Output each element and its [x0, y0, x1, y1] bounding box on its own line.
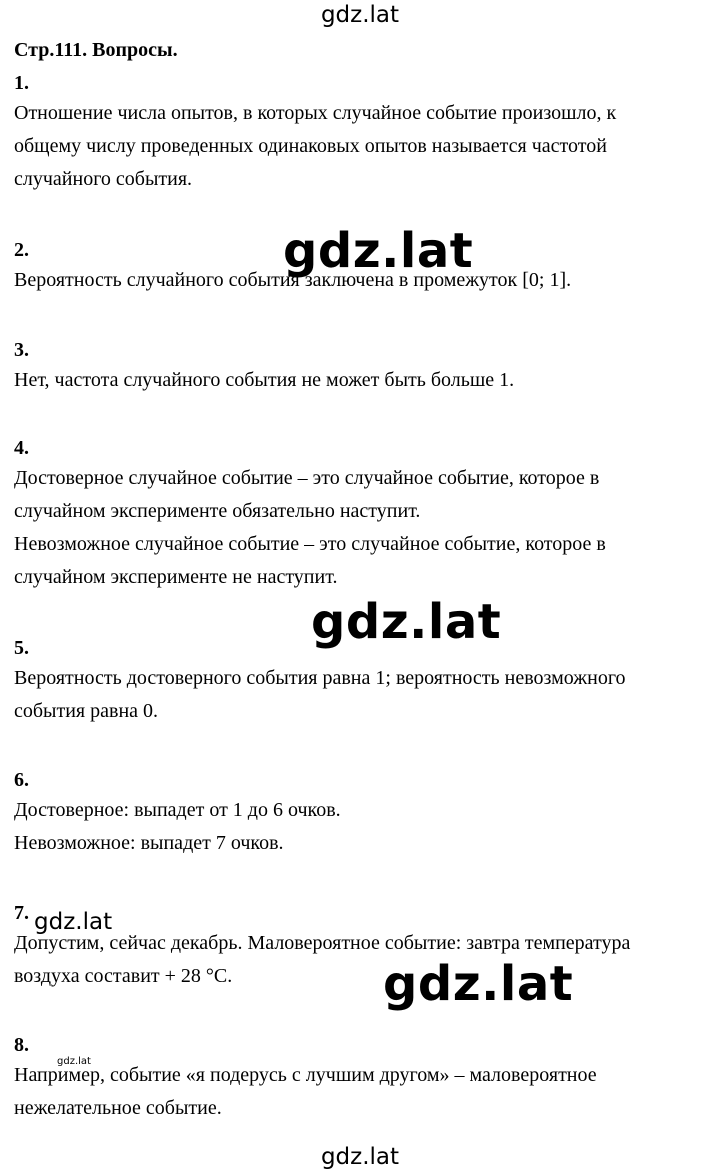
question-number: 3.	[14, 339, 29, 361]
answer-line: Отношение числа опытов, в которых случайное событие произошло, к	[14, 102, 617, 124]
answer-line: события равна 0.	[14, 700, 159, 722]
answer-line: Вероятность достоверного события равна 1; вероятность невозможного	[14, 667, 626, 689]
watermark-large: gdz.lat	[311, 594, 502, 650]
question-3	[14, 336, 704, 397]
question-number: 7.	[14, 902, 29, 924]
question-6	[14, 766, 704, 860]
question-7	[14, 899, 704, 993]
answer-line: Нет, частота случайного события не может быть больше 1.	[14, 369, 515, 391]
watermark-top: gdz.lat	[320, 2, 400, 28]
watermark-bottom: gdz.lat	[320, 1144, 400, 1170]
question-number: 4.	[14, 437, 29, 459]
watermark-large: gdz.lat	[283, 223, 474, 279]
answer-line: Вероятность случайного события заключена в промежуток [0; 1].	[14, 269, 572, 291]
answer-line: нежелательное событие.	[14, 1097, 222, 1119]
answer-line: Например, событие «я подерусь с лучшим другом» – маловероятное	[14, 1064, 597, 1086]
question-number: 2.	[14, 239, 29, 261]
question-1	[14, 69, 704, 196]
answer-line: Достоверное случайное событие – это случайное событие, которое в	[14, 467, 600, 489]
answer-line: Допустим, сейчас декабрь. Маловероятное событие: завтра температура	[14, 932, 631, 954]
answer-text	[14, 662, 704, 728]
answer-text	[14, 794, 704, 860]
question-4	[14, 434, 704, 594]
question-number: 5.	[14, 637, 29, 659]
watermark-small: gdz.lat	[34, 909, 113, 935]
page-title: Стр.111. Вопросы.	[14, 39, 178, 61]
answer-line: случайного события.	[14, 168, 193, 190]
answer-text	[14, 364, 704, 397]
answer-text	[14, 1059, 704, 1125]
question-number: 8.	[14, 1034, 29, 1056]
page-header	[14, 36, 704, 64]
answer-line: общему числу проведенных одинаковых опытов называется частотой	[14, 135, 607, 157]
answer-text	[14, 462, 704, 594]
answer-line: случайном эксперименте не наступит.	[14, 566, 338, 588]
answer-text	[14, 97, 704, 196]
question-8	[14, 1031, 704, 1125]
answer-line: Невозможное случайное событие – это случайное событие, которое в	[14, 533, 606, 555]
answer-line: случайном эксперименте обязательно наступит.	[14, 500, 421, 522]
question-number: 6.	[14, 769, 29, 791]
watermark-large: gdz.lat	[383, 956, 574, 1012]
watermark-tiny: gdz.lat	[57, 1056, 91, 1067]
answer-text	[14, 927, 704, 993]
answer-line: воздуха составит + 28 °C.	[14, 965, 233, 987]
question-number: 1.	[14, 72, 29, 94]
answer-line: Невозможное: выпадет 7 очков.	[14, 832, 284, 854]
answer-line: Достоверное: выпадет от 1 до 6 очков.	[14, 799, 341, 821]
